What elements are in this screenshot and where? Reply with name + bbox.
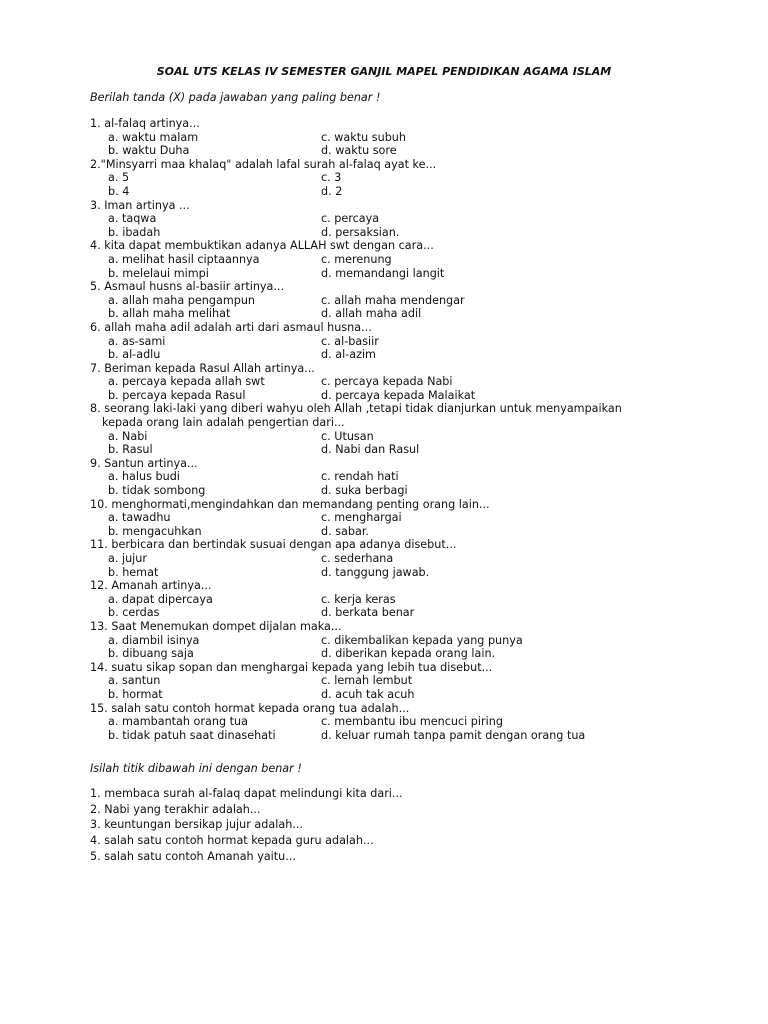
answer-option-b: b. 4 xyxy=(108,184,130,198)
answer-option-b: b. allah maha melihat xyxy=(108,307,231,321)
question-item xyxy=(90,457,730,498)
question-item xyxy=(90,498,730,539)
question-text: 3. Iman artinya ... xyxy=(90,198,190,212)
essay-question: 4. salah satu contoh hormat kepada guru adalah... xyxy=(90,834,374,848)
answer-row xyxy=(90,443,730,457)
answer-option-a: a. allah maha pengampun xyxy=(108,293,256,307)
question-item xyxy=(90,158,730,199)
question-text: 10. menghormati,mengindahkan dan memandang penting orang lain... xyxy=(90,497,490,511)
answer-option-a: a. jujur xyxy=(108,552,147,565)
answer-option-c: c. waktu subuh xyxy=(321,130,406,144)
essay-list xyxy=(90,786,403,864)
answer-option-b: b. percaya kepada Rasul xyxy=(108,388,246,402)
answer-row xyxy=(90,688,730,702)
answer-option-a: a. dapat dipercaya xyxy=(108,592,213,606)
answer-option-b: b. dibuang saja xyxy=(108,647,194,661)
answer-option-d: d. tanggung jawab. xyxy=(321,565,430,579)
answer-row xyxy=(90,674,730,688)
answer-option-c: c. merenung xyxy=(321,252,392,266)
answer-option-a: a. percaya kepada allah swt xyxy=(108,375,265,389)
question-item xyxy=(90,402,730,456)
answer-row xyxy=(90,267,730,281)
answer-option-a: a. melihat hasil ciptaannya xyxy=(108,252,260,266)
answer-row xyxy=(90,212,730,226)
answer-row xyxy=(90,525,730,539)
essay-instruction: Isilah titik dibawah ini dengan benar ! xyxy=(90,762,302,775)
answer-option-a: a. tawadhu xyxy=(108,511,171,525)
question-item xyxy=(90,661,730,702)
answer-option-d: d. diberikan kepada orang lain. xyxy=(321,647,496,661)
answer-option-d: d. acuh tak acuh xyxy=(321,687,415,701)
answer-row xyxy=(90,484,730,498)
answer-option-b: b. waktu Duha xyxy=(108,144,190,158)
answer-option-d: d. Nabi dan Rasul xyxy=(321,443,420,457)
question-item xyxy=(90,239,730,280)
answer-row xyxy=(90,715,730,729)
question-text: 2."Minsyarri maa khalaq" adalah lafal surah al-falaq ayat ke... xyxy=(90,157,437,171)
essay-question: 5. salah satu contoh Amanah yaitu... xyxy=(90,849,296,863)
answer-option-d: d. percaya kepada Malaikat xyxy=(321,388,476,402)
answer-option-c: c. percaya xyxy=(321,212,380,226)
answer-option-b: b. cerdas xyxy=(108,606,160,620)
answer-option-a: a. Nabi xyxy=(108,429,148,443)
answer-option-d: d. suka berbagi xyxy=(321,484,408,498)
answer-option-b: b. ibadah xyxy=(108,225,161,239)
question-item xyxy=(90,702,730,743)
question-text: 4. kita dapat membuktikan adanya ALLAH swt dengan cara... xyxy=(90,239,434,253)
answer-option-b: b. al-adlu xyxy=(108,348,161,362)
multiple-choice-list xyxy=(90,117,730,742)
answer-option-a: a. halus budi xyxy=(108,470,180,484)
question-text: 14. suatu sikap sopan dan menghargai kepada yang lebih tua disebut... xyxy=(90,660,493,674)
answer-option-a: a. waktu malam xyxy=(108,130,199,144)
exam-title: SOAL UTS KELAS IV SEMESTER GANJIL MAPEL PENDIDIKAN AGAMA ISLAM xyxy=(156,65,612,78)
answer-option-c: c. menghargai xyxy=(321,511,402,525)
answer-row xyxy=(90,131,730,145)
answer-option-d: d. al-azim xyxy=(321,348,376,362)
answer-option-d: d. berkata benar xyxy=(321,606,415,620)
answer-option-c: c. kerja keras xyxy=(321,592,396,606)
answer-row xyxy=(90,389,730,403)
question-text: 9. Santun artinya... xyxy=(90,456,198,470)
answer-row xyxy=(90,606,730,620)
answer-row xyxy=(90,294,730,308)
answer-option-c: c. membantu ibu mencuci piring xyxy=(321,715,503,729)
essay-question: 2. Nabi yang terakhir adalah... xyxy=(90,802,261,816)
answer-row xyxy=(90,470,730,484)
answer-row xyxy=(90,634,730,648)
answer-row xyxy=(90,335,730,349)
answer-row xyxy=(90,729,730,743)
question-item xyxy=(90,199,730,240)
answer-row xyxy=(90,185,730,199)
answer-option-d: d. 2 xyxy=(321,184,343,198)
answer-option-d: d. memandangi langit xyxy=(321,266,445,280)
answer-option-c: c. 3 xyxy=(321,171,342,185)
answer-option-d: d. sabar. xyxy=(321,524,369,538)
answer-option-c: c. sederhana xyxy=(321,552,394,565)
question-item xyxy=(90,362,730,403)
answer-option-a: a. as-sami xyxy=(108,334,166,348)
answer-option-a: a. 5 xyxy=(108,171,130,185)
question-item xyxy=(90,579,730,620)
answer-option-d: d. waktu sore xyxy=(321,144,397,158)
answer-option-b: b. hemat xyxy=(108,565,159,579)
answer-option-b: b. tidak patuh saat dinasehati xyxy=(108,728,276,742)
answer-row xyxy=(90,566,730,580)
answer-option-d: d. persaksian. xyxy=(321,225,400,239)
question-text: 6. allah maha adil adalah arti dari asmaul husna... xyxy=(90,320,372,334)
answer-row xyxy=(90,647,730,661)
question-item xyxy=(90,117,730,158)
question-text: 1. al-falaq artinya... xyxy=(90,117,200,130)
answer-option-c: c. lemah lembut xyxy=(321,674,413,688)
answer-option-b: b. tidak sombong xyxy=(108,484,206,498)
question-text: 13. Saat Menemukan dompet dijalan maka... xyxy=(90,619,342,633)
answer-option-b: b. mengacuhkan xyxy=(108,524,202,538)
question-item xyxy=(90,538,730,579)
answer-option-c: c. Utusan xyxy=(321,429,374,443)
answer-option-b: b. Rasul xyxy=(108,443,153,457)
answer-option-a: a. santun xyxy=(108,674,161,688)
question-item xyxy=(90,321,730,362)
answer-option-c: c. percaya kepada Nabi xyxy=(321,375,453,389)
answer-row xyxy=(90,307,730,321)
answer-option-d: d. allah maha adil xyxy=(321,307,422,321)
question-text: 7. Beriman kepada Rasul Allah artinya... xyxy=(90,361,315,375)
answer-row xyxy=(90,511,730,525)
answer-option-c: c. rendah hati xyxy=(321,470,399,484)
question-item xyxy=(90,280,730,321)
essay-question: 1. membaca surah al-falaq dapat melindungi kita dari... xyxy=(90,787,403,800)
answer-option-c: c. dikembalikan kepada yang punya xyxy=(321,633,523,647)
answer-row xyxy=(90,253,730,267)
question-text: 15. salah satu contoh hormat kepada orang tua adalah... xyxy=(90,701,410,715)
answer-option-a: a. diambil isinya xyxy=(108,633,200,647)
question-text: 5. Asmaul husns al-basiir artinya... xyxy=(90,280,285,294)
answer-option-c: c. allah maha mendengar xyxy=(321,293,465,307)
answer-option-a: a. taqwa xyxy=(108,212,157,226)
answer-row xyxy=(90,144,730,158)
question-text: 11. berbicara dan bertindak susuai dengan apa adanya disebut... xyxy=(90,538,457,552)
answer-row xyxy=(90,226,730,240)
answer-option-b: b. hormat xyxy=(108,687,163,701)
multiple-choice-instruction: Berilah tanda (X) pada jawaban yang paling benar ! xyxy=(90,91,381,104)
answer-option-b: b. melelaui mimpi xyxy=(108,266,209,280)
answer-row xyxy=(90,430,730,444)
answer-row xyxy=(90,348,730,362)
question-text: 12. Amanah artinya... xyxy=(90,579,212,593)
answer-option-a: a. mambantah orang tua xyxy=(108,715,248,729)
answer-row xyxy=(90,171,730,185)
answer-option-d: d. keluar rumah tanpa pamit dengan orang tua xyxy=(321,728,586,742)
answer-row xyxy=(90,593,730,607)
question-text: 8. seorang laki-laki yang diberi wahyu oleh Allah ,tetapi tidak dianjurkan untuk menyampaikan xyxy=(90,402,622,416)
question-text-continued: kepada orang lain adalah pengertian dari... xyxy=(102,416,345,430)
answer-row xyxy=(90,375,730,389)
answer-option-c: c. al-basiir xyxy=(321,334,379,348)
essay-question: 3. keuntungan bersikap jujur adalah... xyxy=(90,818,303,832)
answer-row xyxy=(90,552,730,566)
question-item xyxy=(90,620,730,661)
